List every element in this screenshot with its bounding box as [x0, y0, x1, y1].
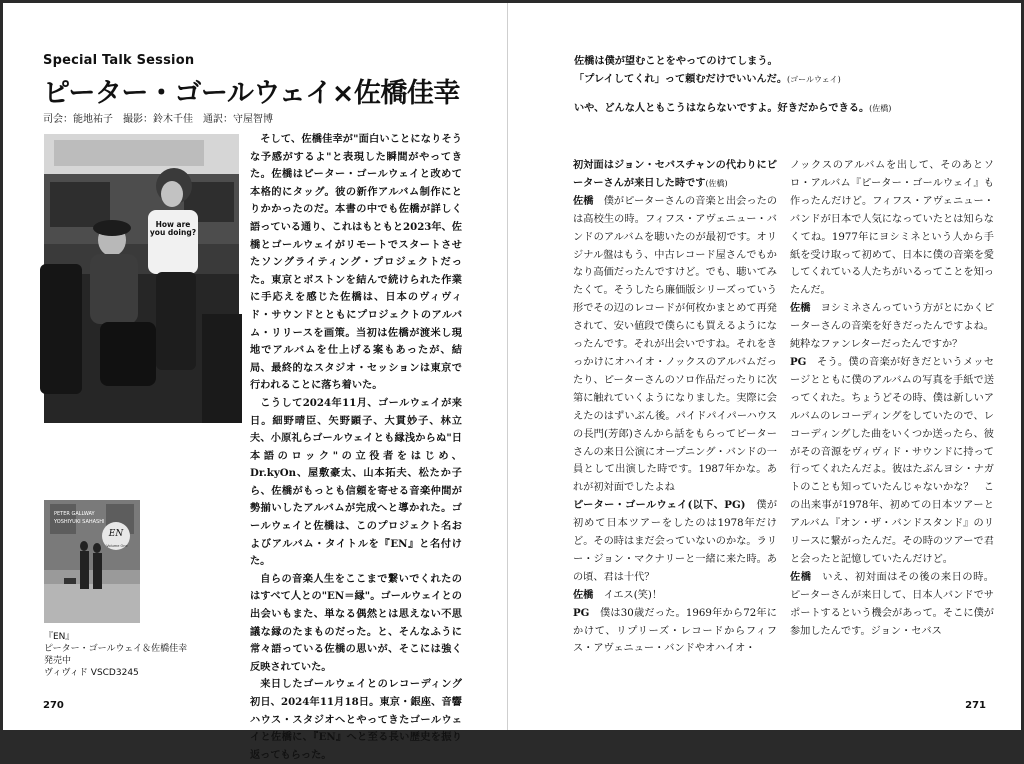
- speaker-label: 佐橋: [573, 588, 594, 601]
- shirt-text: How are you doing?: [149, 220, 197, 237]
- subhead-speaker: (佐橋): [705, 178, 728, 188]
- subhead-text: 初対面はジョン・セバスチャンの代わりにピーターさんが来日した時です: [573, 159, 777, 189]
- column-1-turn-2: [573, 497, 777, 587]
- speech-text: 僕がピーターさんの音楽と出会ったのは高校生の時。フィフス・アヴェニュー・バンドのアルバムを聴いたのが最初です。オリジナル盤はもう、中古レコード屋さんでもかなり高価だったんですけど。でも、聴いてみたくて。そうしたら廉価版シリーズっていう形でその辺のレコードが何枚かまとめて再発されて、安い値段で僕らにも買えるようになったんです。それが出会いですね。それをきっかけにオハイオ・ノックスのアルバムだったり、ピーターさんのソロ作品だったりに次第に触れていくようになりました。実際に会えたのはずいぶん後。パイドパイパーハウスの長門(芳郎)さんから話をもらってピーターさんの来日公演にオープニング・バンドの一員として出演した時です。1987年かな。あれが初対面でしたよね: [573, 195, 778, 494]
- column-1-turn-1: [573, 193, 777, 497]
- column-1-turn-3: [573, 587, 777, 605]
- speaker-label: PG: [790, 355, 807, 368]
- article-credits: 司会：能地祐子 撮影：鈴木千佳 通訳：守屋智博: [43, 114, 273, 125]
- speech-text: いえ、初対面はその後の来日の時。ピーターさんが来日して、日本人バンドでサポートするという機会があって。そこに僕が参加したんです。ジョン・セバス: [790, 571, 994, 637]
- speaker-label: 佐橋: [790, 570, 812, 583]
- column-2-turn-3: [790, 569, 994, 641]
- column-2-turn-2: [790, 354, 994, 569]
- speech-text: イエス(笑)！: [603, 589, 663, 601]
- pull-quote-3-text: いや、どんな人ともこうはならないですよ。好きだからできる。: [574, 102, 870, 115]
- pull-quote-3-speaker: (佐橋): [869, 104, 892, 114]
- pull-quote-line-2: [574, 71, 984, 89]
- intro-text: [250, 131, 462, 764]
- page-number-right: 271: [965, 700, 986, 711]
- speaker-label: ピーター・ゴールウェイ(以下、PG): [573, 499, 746, 512]
- pull-quote-2-speaker: (ゴールウェイ): [787, 74, 841, 84]
- album-cover-artist-1: PETER GALLWAY: [54, 511, 95, 517]
- album-cover-volume: Volume One: [106, 544, 128, 548]
- pull-quote-line-1: [574, 53, 984, 71]
- speech-text: 僕が初めて日本ツアーをしたのは1978年だけど。その時はまだ会っていないのかな。ラリー・ジョン・マクナリーと一緒に来た時。あの頃、君は十代？: [573, 500, 778, 583]
- page-number-left: 270: [43, 700, 64, 711]
- studio-photo: [44, 134, 239, 423]
- speaker-label: 佐橋: [573, 194, 594, 207]
- studio-photo-illustration: [44, 134, 239, 423]
- album-caption-catalog: ヴィヴィド VSCD3245: [44, 668, 139, 678]
- album-caption: [44, 631, 204, 679]
- pull-quote-2-text: 「プレイしてくれ」って頼むだけでいいんだ。: [574, 72, 788, 85]
- intro-paragraph-1: そして、佐橋佳幸が"面白いことになりそうな予感がするよ"と表現した瞬間がやってきた。佐橋はピーター・ゴールウェイと改めて本格的にタッグ。彼の新作アルバム制作にとりかかったのだ。本書の中でも佐橋が詳しく語っている通り、これはもともと2023年、佐橋とゴールウェイがリモートでスタートさせたソングライティング・プロジェクトだった。東京とボストンを結んで続けられた作業に手応えを感じた佐橋は、日本のヴィヴィド・サウンドとともにプロジェクトのアルバム・リリースを画策。当初は佐橋が渡米し現地でアルバムを仕上げる案もあったが、結局、最終的なスタジオ・セッションは東京で行われることに落ち着いた。: [250, 133, 462, 392]
- intro-paragraph-2: こうして2024年11月、ゴールウェイが来日。細野晴臣、矢野顕子、大貫妙子、林立夫、小原礼らゴールウェイとも縁浅からぬ"日本語のロック"の立役者をはじめ、Dr.kyOn、屋敷豪太、山本拓夫、松たか子ら、佐橋がもっとも信頼を寄せる音楽仲間が勢揃いしたアルバムが完成へと導かれた。ゴールウェイと佐橋は、このプロジェクト名およびアルバム・タイトルを『EN』と名付けた。: [250, 396, 462, 568]
- column-2-turn-1: [790, 300, 994, 354]
- album-cover: [44, 500, 140, 623]
- section-kicker: Special Talk Session: [43, 53, 195, 68]
- column-1-turn-4: [573, 605, 777, 659]
- album-caption-title: 『EN』: [44, 632, 75, 642]
- interview-column-2: [790, 157, 994, 640]
- column-1-lead: [573, 157, 777, 193]
- intro-paragraph-3: 自らの音楽人生をここまで繋いでくれたのはすべて人との"EN＝縁"。ゴールウェイとの出会いもまた、単なる偶然とは思えない不思議な縁のたまものだった。と、そんなふうに常々語っている佐橋の思いが、そこには強く反映されていた。: [250, 572, 462, 673]
- column-2-continuation: [790, 157, 994, 300]
- pull-quotes: [574, 53, 984, 118]
- right-page: [508, 3, 1021, 730]
- album-cover-logo: EN: [108, 529, 124, 539]
- album-caption-artist: ピーター・ゴールウェイ＆佐橋佳幸: [44, 644, 188, 654]
- interview-column-1: [573, 157, 777, 658]
- speech-text: ヨシミネさんっていう方がとにかくピーターさんの音楽を好きだったんですよね。純粋なファンレターだったんですか？: [790, 303, 995, 351]
- left-page: [3, 3, 507, 761]
- speaker-label: PG: [573, 606, 590, 619]
- pull-quote-line-3: [574, 100, 984, 118]
- album-cover-artist-2: YOSHIYUKI SAHASHI: [54, 519, 105, 525]
- speaker-label: 佐橋: [790, 302, 811, 315]
- speech-text: ノックスのアルバムを出して、そのあとソロ・アルバム『ピーター・ゴールウェイ』も作ったんだけど。フィフス・アヴェニュー・バンドが日本で人気になっていたとは知らなくてね。1977年にヨシミネという人から手紙を受け取って初めて、日本に僕の音楽を愛してくれている人たちがいるってことを知ったんだ。: [790, 160, 994, 297]
- article-title: ピーター・ゴールウェイ×佐橋佳幸: [43, 78, 460, 109]
- intro-paragraph-4: 来日したゴールウェイとのレコーディング初日、2024年11月18日。東京・銀座、音響ハウス・スタジオへとやってきたゴールウェイと佐橋に、『EN』へと至る長い歴史を振り返ってもらった。: [250, 678, 462, 761]
- album-caption-status: 発売中: [44, 656, 72, 666]
- pull-quote-1-text: 佐橋は僕が望むことをやってのけてしまう。: [574, 55, 778, 67]
- speech-text: 僕は30歳だった。1969年から72年にかけて、リプリーズ・レコードからフィフス・アヴェニュー・バンドやオハイオ・: [573, 607, 777, 655]
- speech-text: そう。僕の音楽が好きだというメッセージとともに僕のアルバムの写真を手紙で送ってくれた。ちょうどその時、僕は新しいアルバムのレコーディングをしていたので、レコーディングした曲をいくつか送ったら、彼がその音源をヴィヴィド・サウンドに持って行ってくれたんだよ。彼はたぶんヨシ・ナガトのことも知っていたんじゃないかな？ この出来事が1978年、初めての日本ツアーとアルバム『オン・ザ・バンドスタンド』のリリースに繋がったんだ。その時のツアーで君と会ったと記憶していたんだけど。: [790, 356, 995, 565]
